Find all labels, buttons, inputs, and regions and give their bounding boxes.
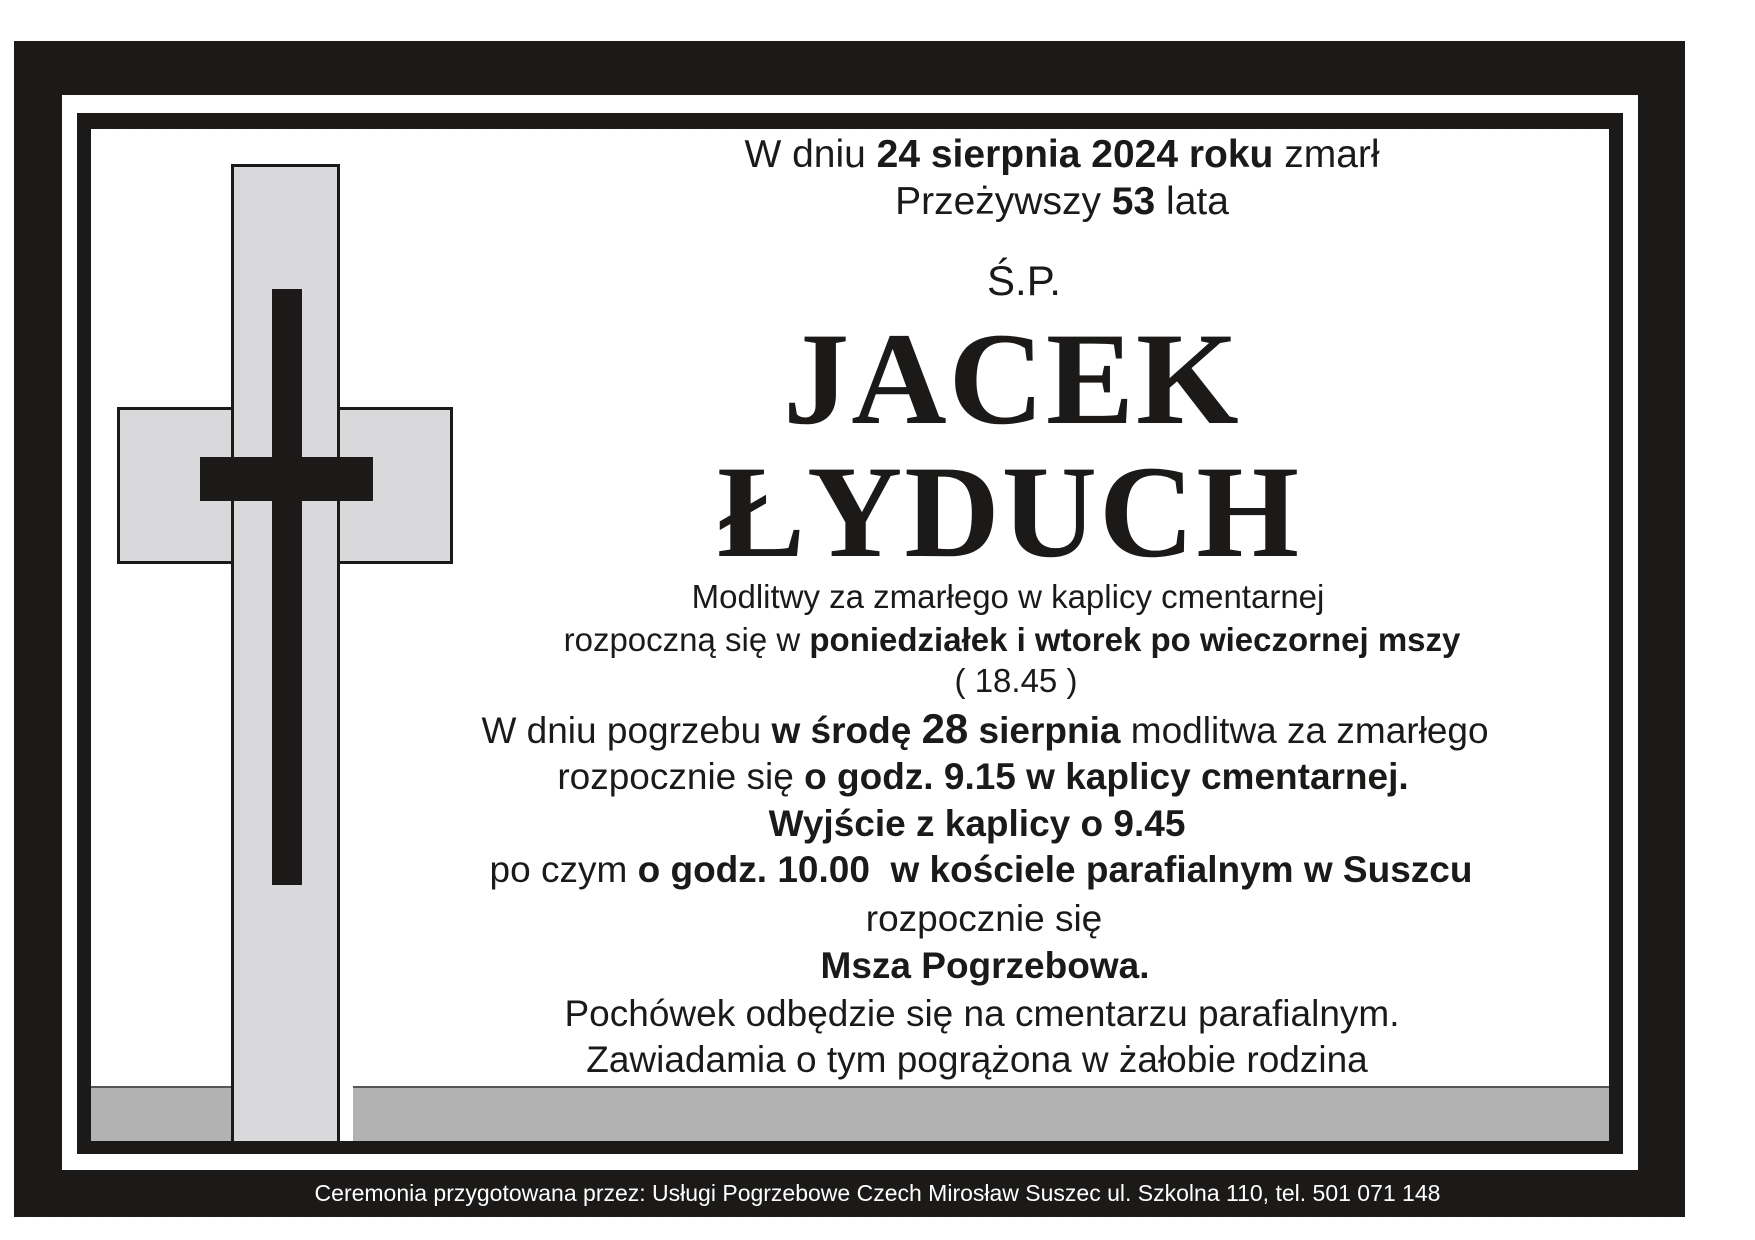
prayers-line-2 xyxy=(564,623,1461,656)
family-line: Zawiadamia o tym pogrążona w żałobie rodzina xyxy=(586,1039,1368,1080)
church-place: w kościele parafialnym w Suszcu xyxy=(890,849,1473,890)
funeral-day: w środę xyxy=(771,710,922,751)
prayers-time: ( 18.45 ) xyxy=(954,662,1078,699)
funeral-line-1 xyxy=(481,705,1489,752)
text: W dniu xyxy=(744,133,877,176)
text: rozpocznie się xyxy=(557,756,805,797)
text: modlitwa za zmarłego xyxy=(1120,710,1489,751)
funeral-line-2 xyxy=(557,758,1408,795)
text: lata xyxy=(1155,180,1229,223)
age: 53 xyxy=(1111,180,1156,223)
burial-line: Pochówek odbędzie się na cmentarzu parafialnym. xyxy=(564,993,1400,1034)
funeral-month: sierpnia xyxy=(968,710,1121,751)
honorific: Ś.P. xyxy=(987,257,1061,304)
ground-right xyxy=(353,1086,1609,1141)
ground-left xyxy=(91,1086,232,1141)
church-line xyxy=(490,851,1473,888)
footer-credit: Ceremonia przygotowana przez: Usługi Pogrzebowe Czech Mirosław Suszec ul. Szkolna 110, tel. 501 071 148 xyxy=(314,1180,1441,1206)
mass-line xyxy=(821,947,1150,984)
text: Przeżywszy xyxy=(895,180,1112,223)
death-date: 24 sierpnia 2024 roku xyxy=(876,133,1274,176)
inner-cross-horizontal xyxy=(200,457,373,501)
text: W dniu pogrzebu xyxy=(481,710,772,751)
first-name: JACEK xyxy=(783,305,1241,452)
chapel-time: o godz. 9.15 w kaplicy cmentarnej. xyxy=(804,756,1409,797)
inner-cross-vertical xyxy=(272,289,302,885)
age-line xyxy=(895,182,1229,221)
prayer-days: poniedziałek i wtorek po wieczornej mszy xyxy=(809,621,1461,658)
departure-line xyxy=(769,805,1186,842)
mass-intro: rozpocznie się xyxy=(865,898,1103,939)
text: rozpoczną się w xyxy=(563,621,810,658)
text xyxy=(870,849,891,890)
funeral-date-number: 28 xyxy=(921,705,969,752)
prayers-line-1: Modlitwy za zmarłego w kaplicy cmentarnej xyxy=(691,578,1325,615)
last-name: ŁYDUCH xyxy=(716,438,1302,585)
departure-time: Wyjście z kaplicy o 9.45 xyxy=(768,803,1186,844)
text: zmarł xyxy=(1273,133,1380,176)
text: po czym xyxy=(489,849,638,890)
death-date-line xyxy=(744,135,1379,174)
mass-title: Msza Pogrzebowa. xyxy=(820,945,1150,986)
church-time: o godz. 10.00 xyxy=(637,849,870,890)
